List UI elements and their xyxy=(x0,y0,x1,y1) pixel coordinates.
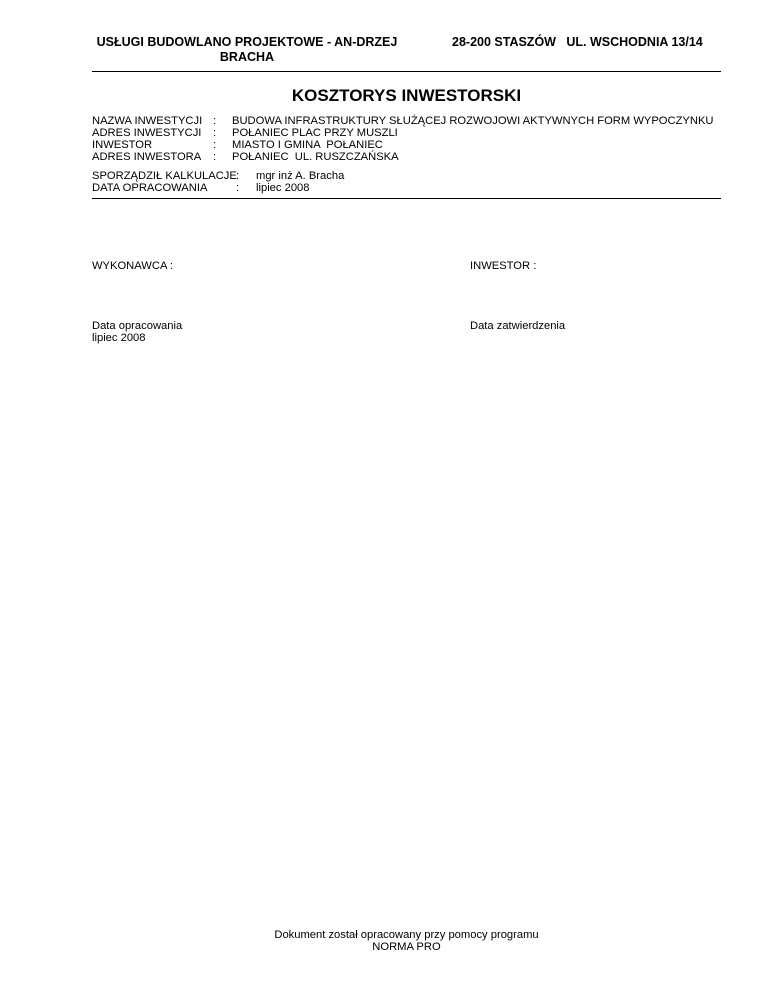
footer-note xyxy=(92,929,721,953)
investment-name-label: NAZWA INWESTYCJI xyxy=(92,115,203,127)
prepared-by-label: SPORZĄDZIŁ KALKULACJE xyxy=(92,170,237,182)
company-address: 28-200 STASZÓW UL. WSCHODNIA 13/14 xyxy=(452,35,703,49)
investor-sep: : xyxy=(213,139,217,151)
investor-address-value: POŁANIEC UL. RUSZCZAŃSKA xyxy=(232,151,399,163)
company-name: USŁUGI BUDOWLANO PROJEKTOWE - AN-DRZEJ BRACHA xyxy=(96,35,398,64)
investment-address-sep: : xyxy=(213,127,217,139)
investor-label: INWESTOR xyxy=(92,139,153,151)
investment-name-sep: : xyxy=(213,115,217,127)
prep-date-sep: : xyxy=(236,182,240,194)
prepared-by-value: mgr inż A. Bracha xyxy=(256,170,345,182)
contractor-label: WYKONAWCA : xyxy=(92,260,174,272)
approval-date-caption: Data zatwierdzenia xyxy=(470,320,566,332)
prep-date-value: lipiec 2008 xyxy=(256,182,310,194)
investor-signature-label: INWESTOR : xyxy=(470,260,537,272)
info-divider xyxy=(92,198,721,199)
investment-name-value: BUDOWA INFRASTRUKTURY SŁUŻĄCEJ ROZWOJOWI AKTYWNYCH FORM WYPOCZYNKU xyxy=(232,115,714,127)
prep-date-label: DATA OPRACOWANIA xyxy=(92,182,208,194)
footer-line-2: NORMA PRO xyxy=(372,941,441,953)
prepared-by-sep: : xyxy=(236,170,240,182)
investor-address-sep: : xyxy=(213,151,217,163)
header-divider xyxy=(92,71,721,72)
prep-date-text: lipiec 2008 xyxy=(92,332,146,344)
investor-address-label: ADRES INWESTORA xyxy=(92,151,202,163)
document-title: KOSZTORYS INWESTORSKI xyxy=(291,86,522,105)
investment-address-value: POŁANIEC PLAC PRZY MUSZLI xyxy=(232,127,398,139)
prep-date-caption: Data opracowania xyxy=(92,320,183,332)
investment-address-label: ADRES INWESTYCJI xyxy=(92,127,202,139)
investor-value: MIASTO I GMINA POŁANIEC xyxy=(232,139,383,151)
footer-line-1: Dokument został opracowany przy pomocy programu xyxy=(274,929,539,941)
